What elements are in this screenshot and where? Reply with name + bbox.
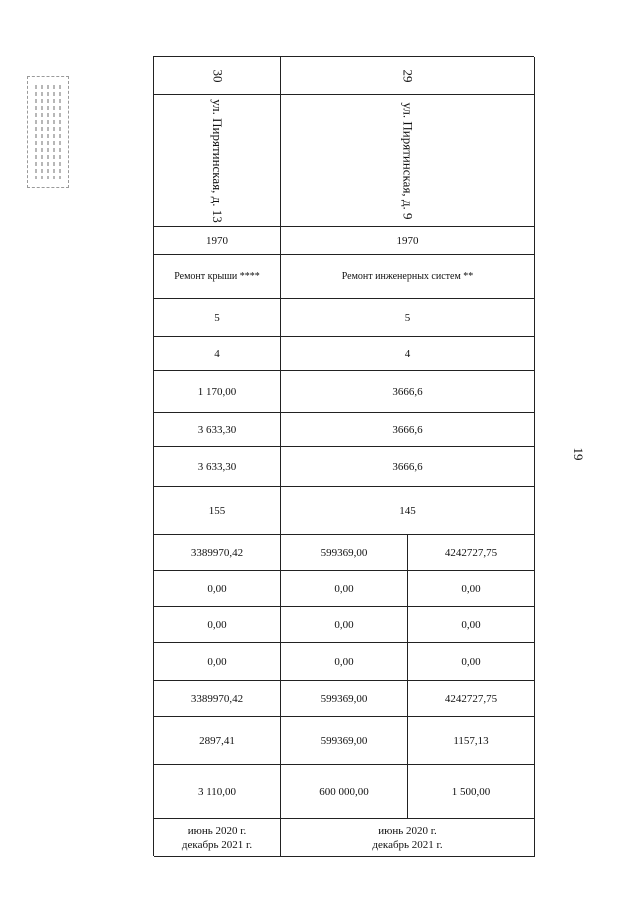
col-a-limit: 3 110,00 <box>154 765 281 819</box>
col-a-cost-fund: 3389970,42 <box>154 681 281 717</box>
col-b2-r3: 0,00 <box>408 643 535 681</box>
col-b1-r1: 0,00 <box>281 571 408 607</box>
col-a-period-end: декабрь 2021 г. <box>181 838 253 851</box>
col-b-period-start: июнь 2020 г. <box>378 824 437 837</box>
col-a-r3: 0,00 <box>154 643 281 681</box>
col-a-period-start: июнь 2020 г. <box>187 824 247 837</box>
repair-program-table <box>153 56 534 856</box>
col-a-area-3: 3 633,30 <box>154 447 281 487</box>
col-b2-limit: 1 500,00 <box>408 765 535 819</box>
col-b-work: Ремонт инженерных систем ** <box>281 255 535 299</box>
col-a-cost-total: 3389970,42 <box>154 535 281 571</box>
col-b1-r2: 0,00 <box>281 607 408 643</box>
col-b-residents: 145 <box>281 487 535 535</box>
col-a-r2: 0,00 <box>154 607 281 643</box>
col-a-address: ул. Пирятинская, д. 13 <box>154 95 281 227</box>
page-number: 19 <box>571 447 586 461</box>
col-b1-limit: 600 000,00 <box>281 765 408 819</box>
col-b1-cost-unit: 599369,00 <box>281 717 408 765</box>
col-a-entrances: 4 <box>154 337 281 371</box>
col-b2-cost-unit: 1157,13 <box>408 717 535 765</box>
col-b-period-end: декабрь 2021 г. <box>372 838 443 851</box>
col-a-cost-unit: 2897,41 <box>154 717 281 765</box>
col-b-area-1: 3666,6 <box>281 371 535 413</box>
document-stamp <box>27 76 69 188</box>
col-b-area-3: 3666,6 <box>281 447 535 487</box>
col-a-work: Ремонт крыши **** <box>154 255 281 299</box>
col-b-year: 1970 <box>281 227 535 255</box>
col-b2-cost-total: 4242727,75 <box>408 535 535 571</box>
col-b1-r3: 0,00 <box>281 643 408 681</box>
col-b-period <box>281 819 535 857</box>
col-b-address: ул. Пирятинская, д. 9 <box>281 95 535 227</box>
col-b2-cost-fund: 4242727,75 <box>408 681 535 717</box>
col-b1-cost-total: 599369,00 <box>281 535 408 571</box>
col-b-entrances: 4 <box>281 337 535 371</box>
col-a-period <box>154 819 281 857</box>
col-b-area-2: 3666,6 <box>281 413 535 447</box>
col-b-number: 29 <box>281 57 535 95</box>
col-a-residents: 155 <box>154 487 281 535</box>
col-a-floors: 5 <box>154 299 281 337</box>
col-b2-r2: 0,00 <box>408 607 535 643</box>
col-a-r1: 0,00 <box>154 571 281 607</box>
col-b1-cost-fund: 599369,00 <box>281 681 408 717</box>
col-b2-r1: 0,00 <box>408 571 535 607</box>
col-a-year: 1970 <box>154 227 281 255</box>
col-a-area-2: 3 633,30 <box>154 413 281 447</box>
col-a-number: 30 <box>154 57 281 95</box>
col-a-area-1: 1 170,00 <box>154 371 281 413</box>
col-b-floors: 5 <box>281 299 535 337</box>
